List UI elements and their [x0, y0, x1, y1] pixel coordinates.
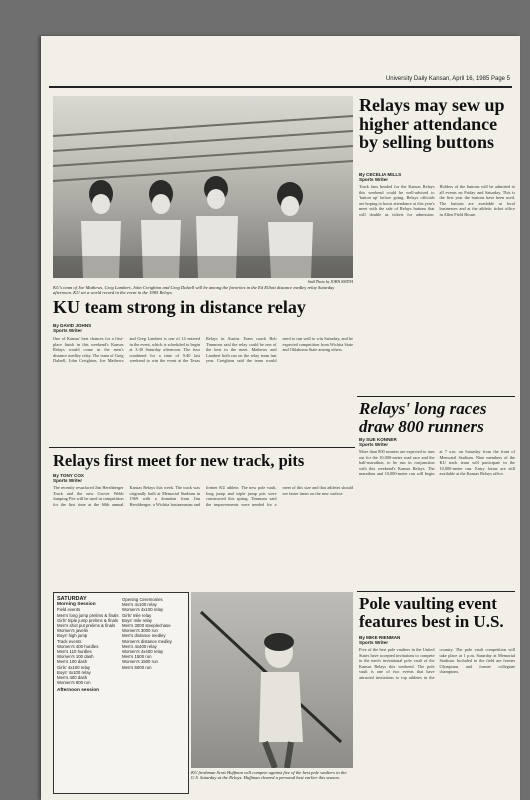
- schedule-afternoon: Afternoon session: [57, 688, 100, 694]
- story-long-races-body: More than 800 runners are expected to turn out for the 10,000-meter road race and the half-marathon, to be run in conjunction with this weekend's Kansas Relays. The marathon and 10,000-meter run will begin at 7 a.m. on Saturday from the front of Memorial Stadium. Nine members of the KU track team will participate in the 10,000-meter run. Entry forms are still available at the Kansas Relays office.: [359, 449, 515, 476]
- headline-long-races: Relays' long races draw 800 runners: [359, 399, 487, 436]
- pole-vaulter-photo: [191, 592, 353, 768]
- schedule-item: Boys' 4x100 relay: [57, 669, 91, 675]
- schedule-item: Men's distance medley: [122, 633, 166, 639]
- schedule-item: Men's 3000 steeplechase: [122, 623, 171, 629]
- headline-distance-relay: KU team strong in distance relay: [53, 297, 306, 317]
- schedule-item: Women's 1500 run: [122, 659, 158, 665]
- schedule-item: Men's 1500 run: [122, 654, 152, 660]
- story-distance-body: One of Kansas' best chances for a first-place finish in this weekend's Kansas Relays would come in the men's distance medley relay. The team of Greg Dalzell, John Creighton, Joe Mathews and Greg Lambert is one of 14 entered in the event, which is scheduled to begin at 3:30 Saturday afternoon. The four combined for a time of 9:40 last weekend to win the event at the Texas Relays in Austin. Team coach Bob Timmons said the relay could be one of the best in the meet. Mathews and Lambert both ran on the relay team last year. Creighton said the team would need to run well to win Saturday, and he expected competition from Wichita State and Oklahoma State among others.: [53, 336, 353, 363]
- schedule-column-2: [122, 597, 185, 670]
- schedule-item: Men's 110 hurdles: [57, 649, 92, 655]
- schedule-item: Girls' triple jump prelims & finals: [57, 617, 118, 623]
- vaulter-caption: KU freshman Scott Huffman will compete against five of the best pole vaulters in the U.S. Saturday at the Relays. Huffman cleared a personal best earlier this season.: [191, 770, 347, 781]
- schedule-item: Opening Ceremonies: [122, 597, 163, 602]
- schedule-item: Men's 4x100 relay: [122, 602, 157, 608]
- schedule-item: Men's 100 dash: [57, 659, 88, 665]
- story-relays-body: Track fans headed for the Kansas Relays this weekend could be well-advised to 'button up' before going. Relays officials are hoping to boost attendance at this year's meet with the sale of Relays buttons that will double as tickets for admission. Holders of the buttons will be admitted to all events on Friday and Saturday. This is the first year the buttons have been used. The buttons are available at local businesses and at the athletic ticket office in Allen Field House.: [359, 184, 515, 217]
- schedule-list-1: [57, 607, 119, 685]
- schedule-item: Boys' mile relay: [122, 617, 152, 623]
- schedule-item: Women's 400 hurdles: [57, 643, 99, 649]
- schedule-item: Track events: [57, 638, 82, 644]
- rule-new-track: [49, 447, 355, 448]
- page-folio: University Daily Kansan, April 16, 1985 Page 5: [385, 76, 510, 82]
- schedule-item: Women's javelin: [57, 628, 89, 634]
- schedule-item: Women's distance medley: [122, 638, 172, 644]
- schedule-item: Men's long jump prelims & finals: [57, 612, 119, 618]
- schedule-item: Women's 800 run: [57, 680, 91, 686]
- top-rule: [49, 86, 512, 88]
- rule-long-races: [357, 396, 515, 397]
- schedule-item: Women's 4x100 relay: [122, 607, 164, 613]
- story-new-track-body: The recently resurfaced Jim Hershberger Track and the new Grover Webb Jumping Pits will be used in competition for the first time at the 60th annual Kansas Relays this week. The track was originally built at Memorial Stadium in 1969 with a donation from Jim Hershberger, a Wichita businessman and former KU athlete. The new pole vault, long jump and triple jump pits were constructed this spring. Timmons said the improvements were needed for a meet of this size and that athletes should see faster times on the new surface.: [53, 485, 353, 507]
- schedule-item: Women's 4x400 relay: [122, 649, 164, 655]
- schedule-day: SATURDAY: [57, 596, 87, 602]
- schedule-item: Girls' 4x100 relay: [57, 664, 91, 670]
- headline-new-track: Relays first meet for new track, pits: [53, 451, 305, 470]
- schedule-item: Women's 3000 run: [122, 628, 158, 634]
- rule-pole-vault: [357, 591, 515, 592]
- schedule-session: Morning Session: [57, 602, 96, 608]
- byline-long-races: By SUE KONNER Sports Writer: [359, 437, 397, 448]
- schedule-item: Men's shot put prelims & finals: [57, 623, 116, 629]
- schedule-list-2: [122, 597, 185, 670]
- schedule-item: Boys' high jump: [57, 633, 88, 639]
- byline-new-track: By TONY COX Sports Writer: [53, 473, 84, 484]
- byline-relays: By CECELIA MILLS Sports Writer: [359, 172, 402, 183]
- byline-distance: By DAVID JOHNS Sports Writer: [53, 323, 92, 334]
- headline-relays-buttons: Relays may sew up higher attendance by selling buttons: [359, 95, 505, 152]
- schedule-item: Field events: [57, 607, 81, 613]
- byline-pole-vault: By MIKE RIENMAN Sports Writer: [359, 635, 401, 646]
- photo-credit: Staff Photo by JOHN SMITH: [307, 280, 353, 284]
- schedule-item: Men's 400 dash: [57, 675, 88, 681]
- photo-caption: KU's team of Joe Mathews, Greg Lambert, John Creighton and Greg Dalzell will be among the favorites in the Ed Elliott distance medley relay Saturday afternoon. KU set a world record in the event in the 1985 Relays.: [53, 285, 335, 296]
- headline-pole-vault: Pole vaulting event features best in U.S.: [359, 594, 504, 631]
- schedule-item: Girls' mile relay: [122, 612, 152, 618]
- newspaper-page: [41, 36, 520, 800]
- schedule-column-1: [57, 597, 119, 694]
- relays-schedule-box: [53, 592, 189, 794]
- schedule-item: Men's 4x400 relay: [122, 643, 157, 649]
- relay-team-photo: [53, 96, 353, 278]
- schedule-item: Women's 100 dash: [57, 654, 94, 660]
- schedule-item: Men's 5000 run: [122, 664, 152, 670]
- story-pole-vault-body: Five of the best pole vaulters in the United States have accepted invitations to compete in the men's invitational pole vault of the Kansas Relays this weekend. The pole vault is one of two events that have attracted invitations to top athletes in the country. The pole vault competition will take place at 1 p.m. Saturday at Memorial Stadium. Included in the field are former Olympians and former collegiate champions.: [359, 647, 515, 680]
